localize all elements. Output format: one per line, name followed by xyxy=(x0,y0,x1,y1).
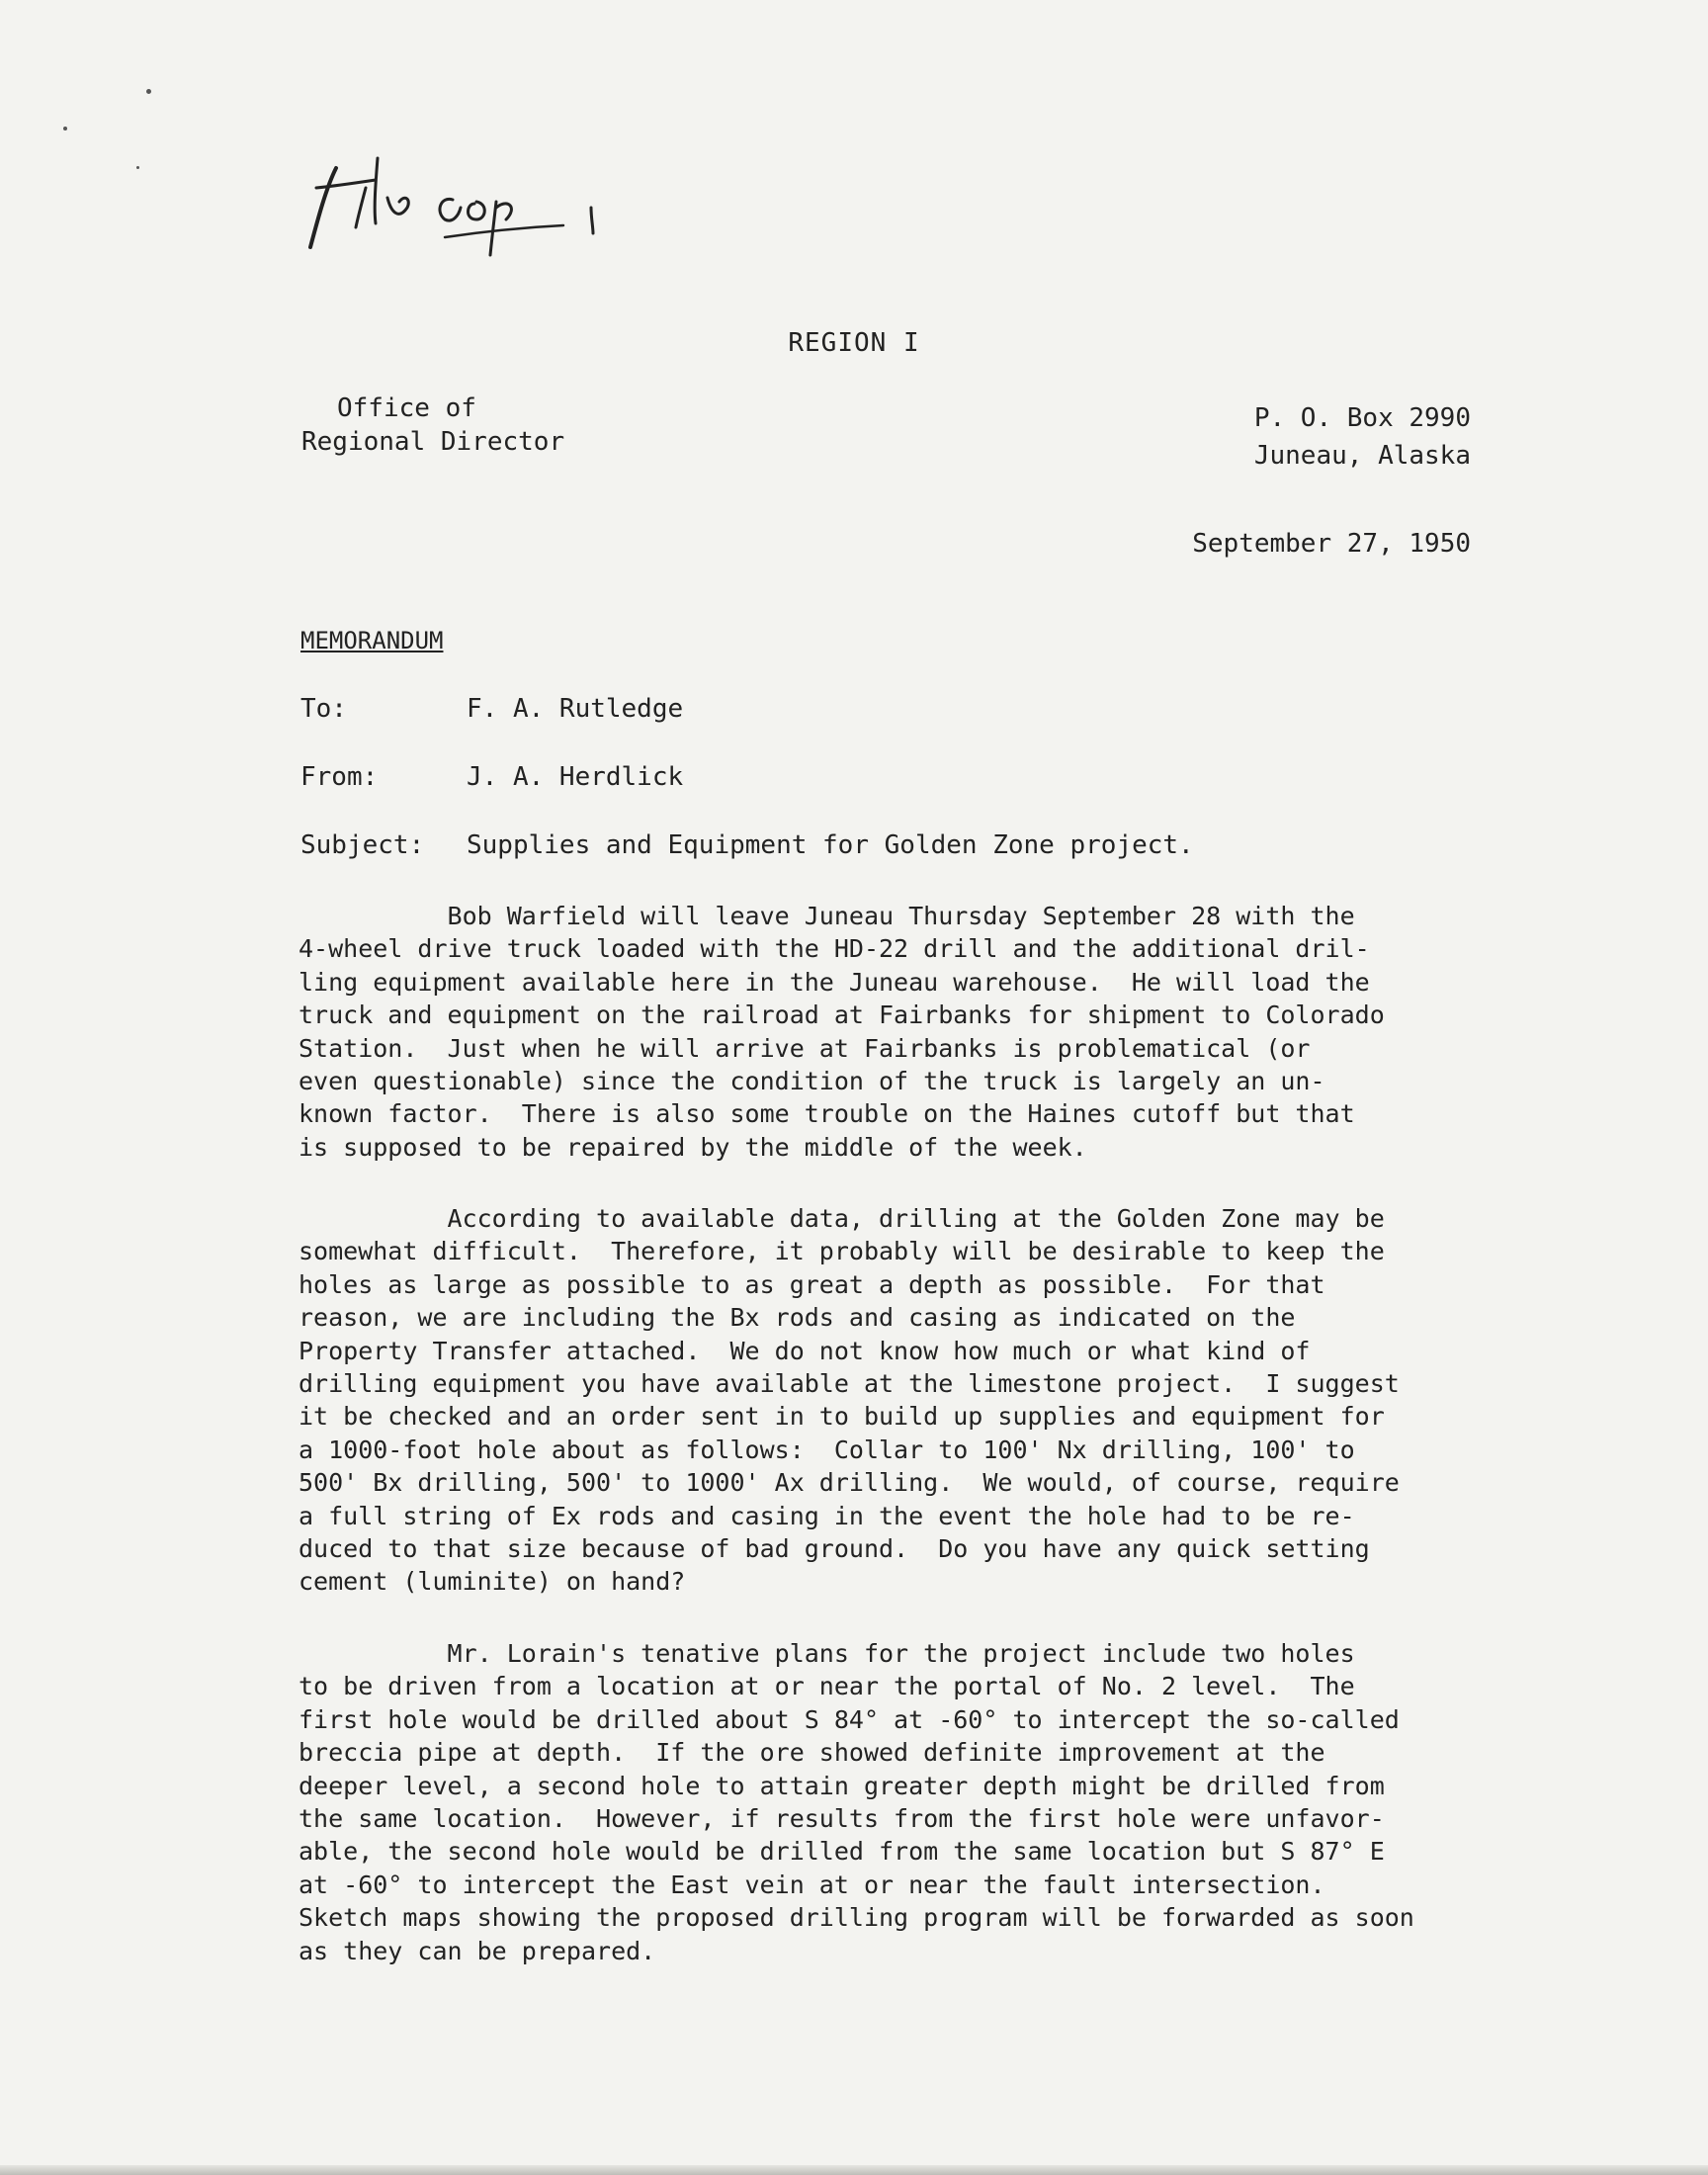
office-line-2: Regional Director xyxy=(301,427,565,457)
memo-title: MEMORANDUM xyxy=(300,627,444,654)
scan-edge xyxy=(0,2165,1708,2175)
office-block xyxy=(301,392,564,459)
to-label: To: xyxy=(300,694,347,724)
subject-label: Subject: xyxy=(300,830,425,860)
subject-value: Supplies and Equipment for Golden Zone project. xyxy=(467,830,1194,860)
paper-speck xyxy=(63,127,67,130)
region-heading: REGION I xyxy=(788,328,920,358)
address-line-1: P. O. Box 2990 xyxy=(1253,403,1471,433)
body-paragraph-1: Bob Warfield will leave Juneau Thursday September 28 with the 4-wheel drive truck loaded with the HD-22 drill and the additional dril- ling equipment available here in the Juneau warehouse. He will load the truck and equipment on the railroad at Fairbanks for shipment to Colorado Station. Just when he will arrive at Fairbanks is problematical (or even questionable) since the condition of the truck is largely an un- known factor. There is also some trouble on the Haines cutoff but that is supposed to be repaired by the middle of the week. xyxy=(299,902,1385,1162)
paper-speck xyxy=(136,166,139,169)
from-label: From: xyxy=(300,762,379,792)
body-paragraph-2: According to available data, drilling at the Golden Zone may be somewhat difficult. Therefore, it probably will be desirable to keep the holes as large as possible to as great a depth as possible. For that reason, we are including the Bx rods and casing as indicated on the Property Transfer attached. We do not know how much or what kind of drilling equipment you have available at the limestone project. I suggest it be checked and an order sent in to build up supplies and equipment for a 1000-foot hole about as follows: Collar to 100' Nx drilling, 100' to 500' Bx drilling, 500' to 1000' Ax drilling. We would, of course, require a full string of Ex rods and casing in the event the hole had to be re- duced to that size because of bad ground. Do you have any quick setting cement (luminite) on hand? xyxy=(299,1204,1400,1597)
body-paragraph-3: Mr. Lorain's tenative plans for the project include two holes to be driven from a location at or near the portal of No. 2 level. The first hole would be drilled about S 84° at -60° to intercept the so-called breccia pipe at depth. If the ore showed definite improvement at the deeper level, a second hole to attain greater depth might be drilled from the same location. However, if results from the first hole were unfavor- able, the second hole would be drilled from the same location but S 87° E at -60° to intercept the East vein at or near the fault intersection. Sketch maps showing the proposed drilling program will be forwarded as soon as they can be prepared. xyxy=(299,1639,1414,1965)
paper-speck xyxy=(146,89,151,94)
to-field xyxy=(300,694,683,724)
address-line-2: Juneau, Alaska xyxy=(1253,441,1471,471)
from-field xyxy=(300,762,683,792)
handwritten-file-copy-note xyxy=(297,129,652,267)
from-value: J. A. Herdlick xyxy=(467,762,684,792)
office-line-1: Office of xyxy=(337,393,476,423)
address-block xyxy=(1254,399,1471,475)
memo-date: September 27, 1950 xyxy=(1192,529,1471,559)
subject-field xyxy=(300,830,1194,860)
to-value: F. A. Rutledge xyxy=(467,694,684,724)
